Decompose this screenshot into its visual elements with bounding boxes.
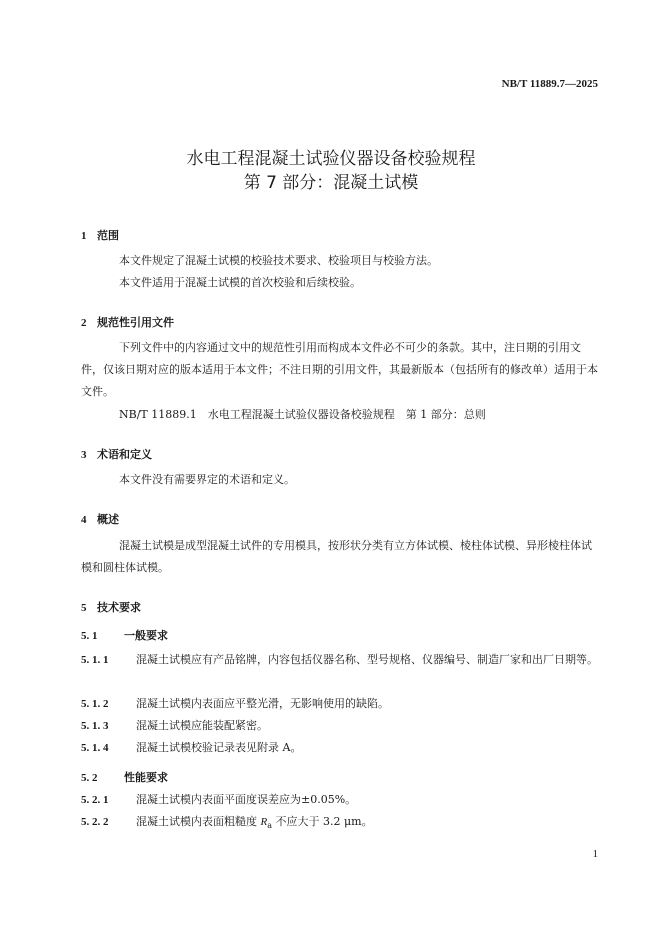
paragraph: 下列文件中的内容通过文中的规范性引用而构成本文件必不可少的条款。其中，注日期的引用文件，仅该日期对应的版本适用于本文件；不注日期的引用文件，其最新版本（包括所有的修改单）适用于本文件。 bbox=[81, 341, 598, 398]
section-number: 4 bbox=[81, 514, 87, 526]
section-number: 5 bbox=[81, 602, 87, 614]
subsection-5-1-heading bbox=[81, 627, 168, 643]
document-title: 水电工程混凝土试验仪器设备校验规程 bbox=[186, 149, 476, 169]
paragraph: 本文件没有需要界定的术语和定义。 bbox=[119, 473, 295, 486]
section-title: 概述 bbox=[97, 513, 119, 526]
section-number: 1 bbox=[81, 230, 87, 242]
normative-reference: NB/T 11889.1 水电工程混凝土试验仪器设备校验规程 第 1 部分：总则 bbox=[119, 408, 486, 421]
document-subtitle: 第 7 部分：混凝土试模 bbox=[243, 173, 419, 193]
paragraph: 混凝土试模是成型混凝土试件的专用模具，按形状分类有立方体试模、棱柱体试模、异形棱柱体试模和圆柱体试模。 bbox=[81, 539, 592, 574]
section-3-heading bbox=[81, 446, 152, 462]
clause-text: 混凝土试模内表面应平整光滑，无影响使用的缺陷。 bbox=[136, 697, 389, 710]
subsection-title: 一般要求 bbox=[124, 629, 168, 642]
clause-number: 5. 1. 3 bbox=[81, 720, 109, 732]
section-number: 2 bbox=[81, 317, 87, 329]
clause-number: 5. 2. 1 bbox=[81, 794, 109, 806]
clause-number: 5. 1. 4 bbox=[81, 742, 109, 754]
section-title: 规范性引用文件 bbox=[97, 316, 174, 329]
clause-5-1-4 bbox=[81, 739, 301, 755]
clause-5-1-3 bbox=[81, 717, 268, 733]
subsection-number: 5. 2 bbox=[81, 772, 98, 784]
paragraph: 本文件规定了混凝土试模的校验技术要求、校验项目与校验方法。 bbox=[119, 254, 438, 267]
section-title: 范围 bbox=[97, 229, 119, 242]
section-5-heading bbox=[81, 599, 141, 615]
clause-number: 5. 1. 2 bbox=[81, 698, 109, 710]
clause-5-1-2 bbox=[81, 695, 389, 711]
clause-text-end: 不应大于 3.2 μm。 bbox=[272, 815, 373, 828]
page-number: 1 bbox=[592, 848, 598, 860]
subsection-5-2-heading bbox=[81, 769, 168, 785]
clause-text: 混凝土试模应能装配紧密。 bbox=[136, 719, 268, 732]
roughness-subscript: a bbox=[267, 821, 273, 831]
standard-number: NB/T 11889.7—2025 bbox=[501, 78, 598, 90]
clause-5-2-2 bbox=[81, 813, 373, 830]
clause-text: 混凝土试模内表面平面度误差应为±0.05%。 bbox=[136, 793, 357, 806]
paragraph: 本文件适用于混凝土试模的首次校验和后续校验。 bbox=[119, 276, 361, 289]
clause-text: 混凝土试模校验记录表见附录 A。 bbox=[136, 741, 302, 754]
subsection-title: 性能要求 bbox=[124, 771, 168, 784]
clause-5-2-1 bbox=[81, 791, 356, 807]
subsection-number: 5. 1 bbox=[81, 630, 98, 642]
clause-number: 5. 1. 1 bbox=[81, 654, 109, 666]
clause-text: 混凝土试模内表面粗糙度 bbox=[136, 815, 261, 828]
section-2-heading bbox=[81, 314, 174, 330]
section-4-heading bbox=[81, 511, 119, 527]
clause-number: 5. 2. 2 bbox=[81, 816, 109, 828]
clause-text: 混凝土试模应有产品铭牌，内容包括仪器名称、型号规格、仪器编号、制造厂家和出厂日期等。 bbox=[136, 653, 598, 666]
section-1-heading bbox=[81, 227, 119, 243]
clause-5-1-1 bbox=[81, 649, 599, 671]
section-title: 术语和定义 bbox=[97, 448, 152, 461]
roughness-symbol: R bbox=[260, 816, 268, 828]
section-title: 技术要求 bbox=[97, 601, 141, 614]
section-number: 3 bbox=[81, 449, 87, 461]
